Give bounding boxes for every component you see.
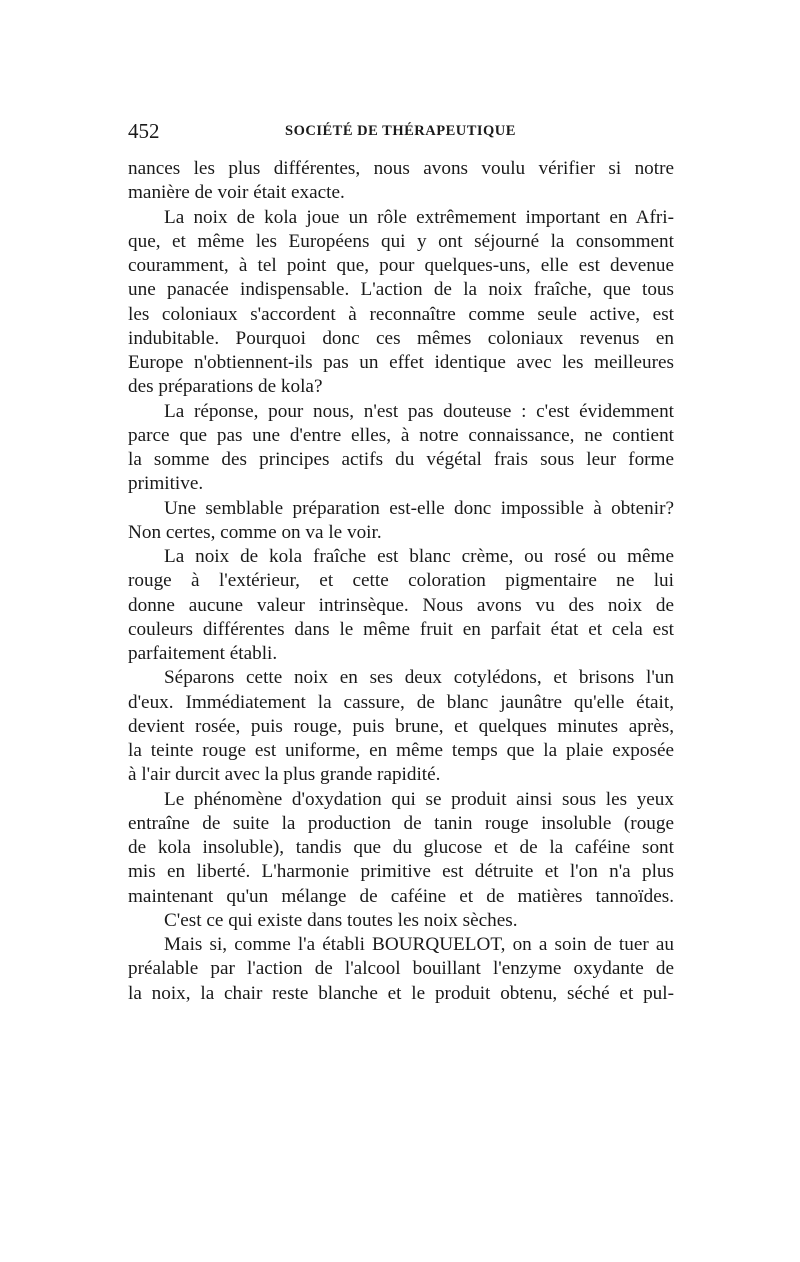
page-header bbox=[128, 118, 673, 144]
text-line: primitive. bbox=[128, 473, 204, 495]
text-line: La réponse, pour nous, n'est pas douteuse : c'est évidemment bbox=[164, 400, 674, 422]
text-line: donne aucune valeur intrinsèque. Nous avons vu des noix de bbox=[128, 594, 674, 616]
text-line: parfaitement établi. bbox=[128, 643, 278, 664]
text-line: entraîne de suite la production de tanin rouge insoluble (rouge bbox=[128, 812, 674, 834]
text-line: une panacée indispensable. L'action de la noix fraîche, que tous bbox=[128, 279, 674, 301]
text-line: la somme des principes actifs du végétal frais sous leur forme bbox=[128, 449, 674, 470]
text-line: Non certes, comme on va le voir. bbox=[128, 521, 382, 543]
text-line: mis en liberté. L'harmonie primitive est détruite et l'on n'a plus bbox=[128, 861, 674, 883]
text-line: nances les plus différentes, nous avons voulu vérifier si notre bbox=[128, 158, 674, 179]
text-line: couramment, à tel point que, pour quelques-uns, elle est devenue bbox=[128, 255, 674, 276]
text-line: Le phénomène d'oxydation qui se produit ainsi sous les yeux bbox=[164, 788, 674, 810]
text-line: rouge à l'extérieur, et cette coloration pigmentaire ne lui bbox=[128, 570, 674, 592]
text-line: Séparons cette noix en ses deux cotylédons, et brisons l'un bbox=[164, 667, 674, 689]
text-line: d'eux. Immédiatement la cassure, de blanc jaunâtre qu'elle était, bbox=[128, 691, 674, 713]
text-line: C'est ce qui existe dans toutes les noix sèches. bbox=[164, 909, 518, 931]
text-line: la teinte rouge est uniforme, en même temps que la plaie exposée bbox=[128, 740, 674, 761]
text-line: maintenant qu'un mélange de caféine et de matières tannoïdes. bbox=[128, 885, 674, 907]
text-body bbox=[128, 157, 674, 1006]
text-line: Europe n'obtiennent-ils pas un effet identique avec les meilleures bbox=[128, 352, 674, 373]
text-line: couleurs différentes dans le même fruit en parfait état et cela est bbox=[128, 618, 674, 640]
page-number: 452 bbox=[128, 119, 160, 143]
text-line: les coloniaux s'accordent à reconnaître comme seule active, est bbox=[128, 303, 674, 325]
running-head: SOCIÉTÉ DE THÉRAPEUTIQUE bbox=[285, 123, 516, 139]
text-line: que, et même les Européens qui y ont séjourné la consomment bbox=[128, 230, 674, 252]
text-line: des préparations de kola? bbox=[128, 376, 323, 398]
text-line: indubitable. Pourquoi donc ces mêmes coloniaux revenus en bbox=[128, 327, 674, 349]
text-line: Mais si, comme l'a établi BOURQUELOT, on a soin de tuer au bbox=[164, 934, 674, 955]
text-line: La noix de kola joue un rôle extrêmement important en Afri- bbox=[164, 206, 674, 228]
text-line: La noix de kola fraîche est blanc crème, ou rosé ou même bbox=[164, 546, 674, 567]
text-line: devient rosée, puis rouge, puis brune, et quelques minutes après, bbox=[128, 715, 674, 737]
text-line: préalable par l'action de l'alcool bouillant l'enzyme oxydante de bbox=[128, 958, 674, 980]
text-line: parce que pas une d'entre elles, à notre connaissance, ne contient bbox=[128, 424, 674, 446]
text-line: à l'air durcit avec la plus grande rapidité. bbox=[128, 764, 441, 786]
text-line: manière de voir était exacte. bbox=[128, 182, 345, 204]
text-line: de kola insoluble), tandis que du glucose et de la caféine sont bbox=[128, 837, 674, 858]
text-line: Une semblable préparation est-elle donc impossible à obtenir? bbox=[164, 497, 674, 519]
text-line: la noix, la chair reste blanche et le produit obtenu, séché et pul- bbox=[128, 982, 674, 1004]
